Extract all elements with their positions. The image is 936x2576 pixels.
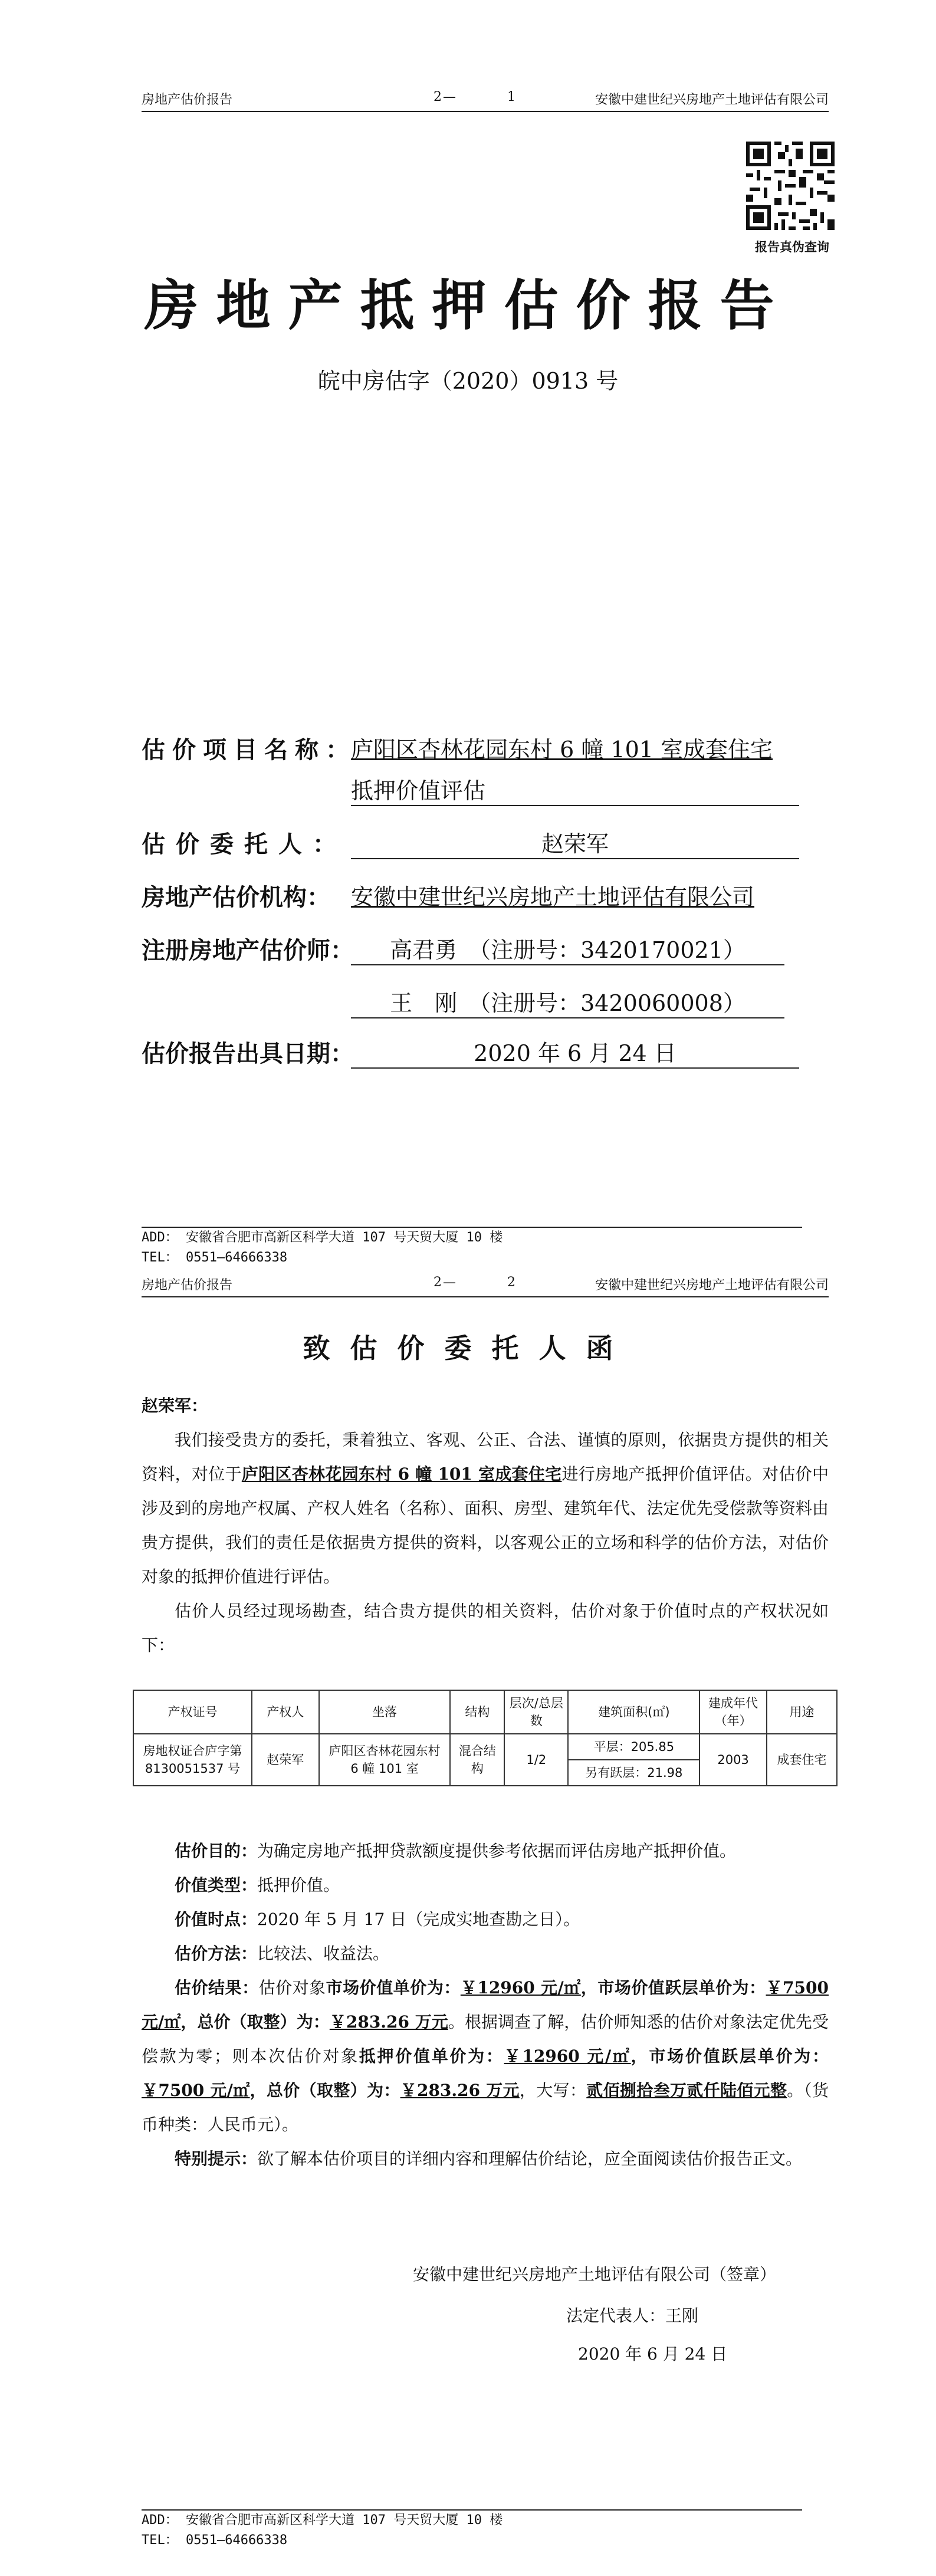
col-location: 坐落 [319,1690,451,1734]
project-name-value-2: 抵押价值评估 [351,773,799,806]
agency-value: 安徽中建世纪兴房地产土地评估有限公司 [351,884,755,910]
result-paragraph: 估价结果：估价对象市场价值单价为：￥12960 元/㎡，市场价值跃层单价为：￥7500 元/㎡，总价（取整）为：￥283.26 万元。根据调查了解，估价师知悉的估价对象法定优先受偿款为零；则本次估价对象抵押价值单价为：￥12960 元/㎡，市场价值跃层单价为：￥7500 元/㎡，总价（取整）为：￥283.26 万元，大写：贰佰捌拾叁万贰仟陆佰元整。（货币种类：人民币元）。 [142,1978,829,2134]
signature-date: 2020 年 6 月 24 日 [578,2344,728,2364]
footer-telephone: TEL： 0551—64666338 [142,1250,288,1265]
intro-paragraph: 我们接受贵方的委托，秉着独立、客观、公正、合法、谨慎的原则，依据贵方提供的相关资料，对位于庐阳区杏林花园东村 6 幢 101 室成套住宅进行房地产抵押价值评估。对估价中涉及到的房地产权属、产权人姓名（名称）、面积、房型、建筑年代、法定优先受偿款等资料由贵方提供，我们的责任是依据贵方提供的资料，以客观公正的立场和科学的估价方法，对估价对象的抵押价值进行评估。 [142,1430,829,1586]
mortgage-duplex-price: ￥7500 元/㎡ [142,2081,250,2100]
col-cert: 产权证号 [133,1690,252,1734]
footer-telephone: TEL： 0551—64666338 [142,2533,288,2548]
cell-floor: 1/2 [504,1734,568,1786]
header-page-number: 1 [507,90,515,104]
header-left-title: 房地产估价报告 [142,93,233,107]
cell-structure: 混合结构 [450,1734,504,1786]
report-reference-number: 皖中房估字（2020）0913 号 [317,368,619,394]
cell-area-flat: 平层：205.85 [568,1734,699,1760]
page-header [142,87,829,112]
qr-caption: 报告真伪查询 [755,239,829,254]
appraiser-label: 注册房地产估价师： [142,937,354,964]
client-value: 赵荣军 [351,826,799,859]
project-name-value: 庐阳区杏林花园东村 6 幢 101 室成套住宅 [351,737,773,763]
total-in-words: 贰佰捌拾叁万贰仟陆佰元整 [586,2081,787,2100]
table-row [133,1734,837,1760]
col-floor: 层次/总层数 [504,1690,568,1734]
legal-representative: 法定代表人：王刚 [566,2306,699,2325]
header-left-title: 房地产估价报告 [142,1278,233,1293]
page-header [142,1273,829,1297]
header-company: 安徽中建世纪兴房地产土地评估有限公司 [595,1278,829,1293]
survey-paragraph: 估价人员经过现场勘查，结合贵方提供的相关资料，估价对象于价值时点的产权状况如下： [142,1601,829,1655]
col-owner: 产权人 [252,1690,319,1734]
notice-line: 特别提示：欲了解本估价项目的详细内容和理解估价结论，应全面阅读估价报告正文。 [175,2149,803,2168]
report-date-label: 估价报告出具日期： [142,1040,354,1067]
salutation: 赵荣军： [142,1396,208,1415]
property-rights-table [133,1690,838,1786]
letter-intro [142,1389,829,1662]
value-type-line: 价值类型：抵押价值。 [175,1875,340,1895]
col-year: 建成年代（年） [699,1690,767,1734]
col-usage: 用途 [767,1690,837,1734]
value-date-line: 价值时点：2020 年 5 月 17 日（完成实地查勘之日）。 [175,1910,580,1929]
appraiser-2-value: 王 刚 （注册号：3420060008） [351,985,784,1018]
letter-to-client-page [0,1275,936,2576]
header-page-prefix: 2— [433,90,457,104]
market-duplex-price: ￥7500 元/㎡ [142,1978,829,2032]
page-footer [142,2509,802,2551]
report-title: 房地产抵押估价报告 [144,274,792,337]
cell-year: 2003 [699,1734,767,1786]
footer-address: ADD： 安徽省合肥市高新区科学大道 107 号天贸大厦 10 楼 [142,1230,503,1245]
mortgage-unit-price: ￥12960 元/㎡ [504,2046,631,2066]
cell-cert: 房地权证合庐字第 8130051537 号 [133,1734,252,1786]
mortgage-total-price: ￥283.26 万元 [400,2081,520,2100]
header-page-prefix: 2— [433,1275,457,1290]
letter-title: 致估价委托人函 [303,1332,633,1364]
cell-location: 庐阳区杏林花园东村 6 幢 101 室 [319,1734,451,1786]
method-line: 估价方法：比较法、收益法。 [175,1944,390,1963]
col-structure: 结构 [450,1690,504,1734]
signature-company: 安徽中建世纪兴房地产土地评估有限公司（签章） [413,2265,777,2284]
qr-code-icon[interactable] [746,142,835,230]
agency-label: 房地产估价机构： [142,883,330,911]
purpose-line: 估价目的：为确定房地产抵押贷款额度提供参考依据而评估房地产抵押价值。 [175,1841,737,1861]
market-unit-price: ￥12960 元/㎡ [460,1978,581,1997]
header-company: 安徽中建世纪兴房地产土地评估有限公司 [595,93,829,107]
appraiser-1-value: 高君勇 （注册号：3420170021） [351,932,784,965]
page-footer [142,1227,802,1268]
report-cover-page [0,0,936,1280]
header-page-number: 2 [507,1275,515,1290]
letter-details [142,1834,829,2176]
property-address: 庐阳区杏林花园东村 6 幢 101 室成套住宅 [241,1464,562,1484]
cell-area-duplex: 另有跃层：21.98 [568,1760,699,1786]
report-date-value: 2020 年 6 月 24 日 [351,1035,799,1069]
table-header-row [133,1690,837,1734]
cell-owner: 赵荣军 [252,1734,319,1786]
cell-usage: 成套住宅 [767,1734,837,1786]
footer-address: ADD： 安徽省合肥市高新区科学大道 107 号天贸大厦 10 楼 [142,2513,503,2528]
col-area: 建筑面积(㎡) [568,1690,699,1734]
client-label: 估价委托人： [142,830,347,858]
project-name-label: 估价项目名称： [142,736,356,764]
market-total-price: ￥283.26 万元 [329,2012,448,2032]
